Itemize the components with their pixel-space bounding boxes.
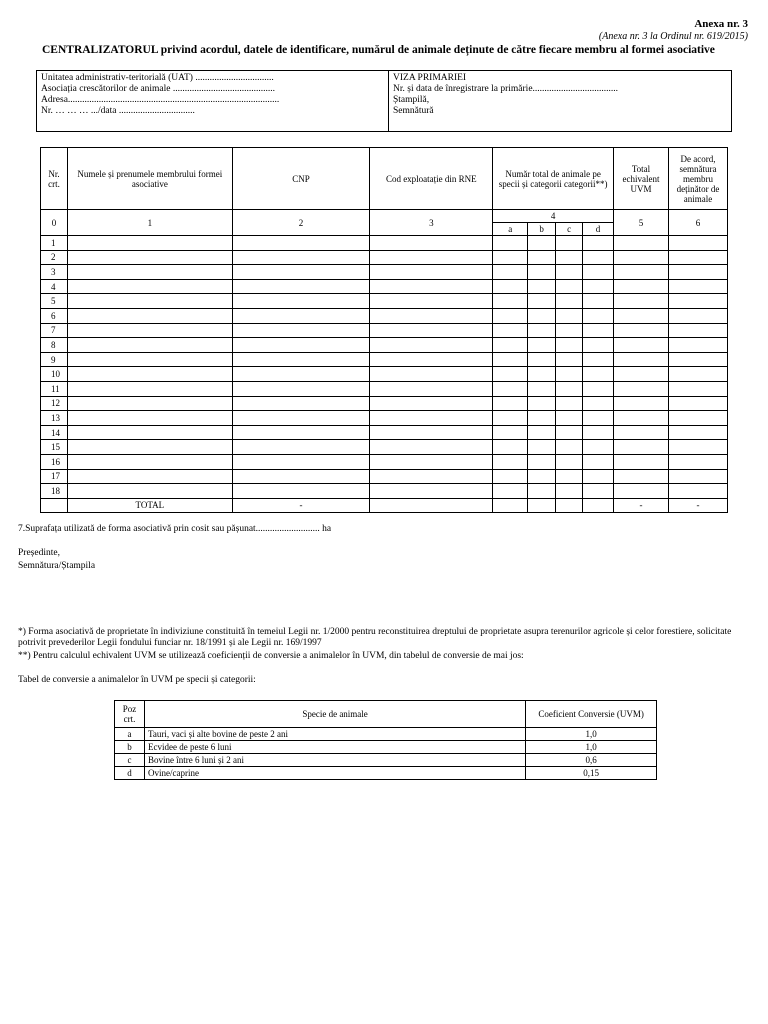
- table-cell: [67, 469, 232, 484]
- table-cell: [614, 265, 669, 280]
- table-cell: [614, 323, 669, 338]
- table-cell: [370, 484, 493, 499]
- table-cell: [370, 381, 493, 396]
- table-cell: [370, 440, 493, 455]
- conv-poz: b: [115, 741, 145, 754]
- table-cell: [556, 250, 583, 265]
- table-cell: [556, 323, 583, 338]
- row-number: 13: [41, 411, 68, 426]
- table-cell: [67, 484, 232, 499]
- table-cell: [614, 469, 669, 484]
- table-cell: [528, 469, 556, 484]
- table-cell: [528, 279, 556, 294]
- table-cell: [583, 411, 614, 426]
- table-row: [41, 440, 728, 455]
- table-cell: [614, 396, 669, 411]
- table-cell: [528, 440, 556, 455]
- table-row: [41, 484, 728, 499]
- row-number: 6: [41, 308, 68, 323]
- table-cell: [583, 425, 614, 440]
- subcol-b: b: [528, 223, 556, 236]
- index-cell: 4: [493, 210, 614, 223]
- table-cell: [370, 236, 493, 251]
- conv-coef: 1,0: [526, 728, 657, 741]
- table-cell: [370, 498, 493, 513]
- row-number: 14: [41, 425, 68, 440]
- semnatura-line: Semnătură: [393, 106, 434, 116]
- table-cell: [67, 265, 232, 280]
- table-cell: [493, 323, 528, 338]
- row-number: 17: [41, 469, 68, 484]
- table-cell: [67, 323, 232, 338]
- identification-left: [41, 73, 381, 117]
- table-cell: [528, 484, 556, 499]
- table-cell: [232, 308, 370, 323]
- table-cell: [232, 411, 370, 426]
- table-cell: [370, 265, 493, 280]
- presedinte-label: Președinte,: [18, 548, 60, 558]
- table-cell: [583, 440, 614, 455]
- table-cell: [614, 484, 669, 499]
- page-title: CENTRALIZATORUL privind acordul, datele de identificare, numărul de animale deținute de către fiecare membru al formei asociative: [42, 44, 715, 56]
- table-cell: [493, 454, 528, 469]
- header-acord: De acord, semnătura membru deținător de animale: [668, 148, 727, 210]
- table-cell: [614, 338, 669, 353]
- footnote-2: **) Pentru calculul echivalent UVM se utilizează coeficienții de conversie a animalelor în UVM, din tabelul de conversie de mai jos:: [18, 651, 524, 661]
- conversion-row: [115, 728, 657, 741]
- table-cell: [232, 236, 370, 251]
- row-number: 4: [41, 279, 68, 294]
- row-number: 11: [41, 381, 68, 396]
- table-cell: [556, 396, 583, 411]
- table-cell: [493, 265, 528, 280]
- table-cell: [528, 411, 556, 426]
- table-cell: [232, 294, 370, 309]
- table-row: [41, 425, 728, 440]
- identification-box: [36, 70, 732, 132]
- header-cod-exploatatie: Cod exploatație din RNE: [370, 148, 493, 210]
- table-cell: [493, 352, 528, 367]
- table-row: [41, 396, 728, 411]
- table-cell: [41, 498, 68, 513]
- table-cell: [556, 236, 583, 251]
- total-cell: -: [668, 498, 727, 513]
- table-cell: [668, 250, 727, 265]
- stampila-line: Ștampilă,: [393, 95, 430, 105]
- table-cell: [528, 498, 556, 513]
- table-cell: [668, 352, 727, 367]
- table-cell: [556, 381, 583, 396]
- table-cell: [556, 425, 583, 440]
- table-cell: [668, 381, 727, 396]
- table-row: [41, 236, 728, 251]
- table-cell: [493, 294, 528, 309]
- table-row: [41, 250, 728, 265]
- table-cell: [528, 236, 556, 251]
- table-cell: [232, 396, 370, 411]
- table-cell: [614, 440, 669, 455]
- header-nr-crt: Nr. crt.: [41, 148, 68, 210]
- table-cell: [493, 498, 528, 513]
- table-cell: [614, 454, 669, 469]
- table-cell: [583, 469, 614, 484]
- table-cell: [668, 440, 727, 455]
- table-cell: [232, 279, 370, 294]
- table-cell: [232, 425, 370, 440]
- table-cell: [668, 294, 727, 309]
- table-cell: [493, 367, 528, 382]
- table-cell: [556, 498, 583, 513]
- table-cell: [232, 367, 370, 382]
- table-cell: [668, 323, 727, 338]
- adresa-line: Adresa.........................................................................................: [41, 95, 280, 105]
- conv-specie: Tauri, vaci și alte bovine de peste 2 ani: [144, 728, 525, 741]
- table-cell: [370, 454, 493, 469]
- table-cell: [528, 323, 556, 338]
- table-cell: [528, 425, 556, 440]
- table-cell: [232, 440, 370, 455]
- table-row: [41, 381, 728, 396]
- index-cell: 3: [370, 210, 493, 236]
- table-row: [41, 338, 728, 353]
- viza-primariei: VIZA PRIMARIEI: [393, 73, 467, 83]
- table-cell: [370, 250, 493, 265]
- table-cell: [67, 279, 232, 294]
- table-cell: [493, 279, 528, 294]
- table-cell: [528, 250, 556, 265]
- conversion-row: [115, 767, 657, 780]
- index-cell: 6: [668, 210, 727, 236]
- table-row: [41, 279, 728, 294]
- table-cell: [583, 265, 614, 280]
- conv-specie: Bovine între 6 luni și 2 ani: [144, 754, 525, 767]
- conv-header-coef: Coeficient Conversie (UVM): [526, 701, 657, 728]
- table-cell: [67, 352, 232, 367]
- conv-header-poz: Poz crt.: [115, 701, 145, 728]
- uat-line: Unitatea administrativ-teritorială (UAT) .................................: [41, 73, 274, 83]
- table-cell: [668, 308, 727, 323]
- table-cell: [583, 323, 614, 338]
- conversion-row: [115, 741, 657, 754]
- table-cell: [583, 498, 614, 513]
- annex-number: Anexa nr. 3: [694, 18, 748, 30]
- table-cell: [493, 396, 528, 411]
- table-cell: [583, 250, 614, 265]
- table-cell: [528, 265, 556, 280]
- table-row: [41, 308, 728, 323]
- index-cell: 2: [232, 210, 370, 236]
- table-cell: [67, 381, 232, 396]
- conv-coef: 0,6: [526, 754, 657, 767]
- table-cell: [556, 265, 583, 280]
- table-row: [41, 367, 728, 382]
- table-cell: [668, 425, 727, 440]
- table-cell: [67, 425, 232, 440]
- index-cell: 1: [67, 210, 232, 236]
- table-cell: [556, 367, 583, 382]
- suprafata-line: 7.Suprafața utilizată de forma asociativă prin cosit sau pășunat........................... ha: [18, 524, 332, 534]
- row-number: 8: [41, 338, 68, 353]
- table-row: [41, 352, 728, 367]
- table-cell: [493, 250, 528, 265]
- table-cell: [668, 265, 727, 280]
- table-cell: [370, 469, 493, 484]
- table-row: [41, 294, 728, 309]
- row-number: 9: [41, 352, 68, 367]
- table-cell: [583, 236, 614, 251]
- table-cell: [668, 279, 727, 294]
- table-cell: [668, 396, 727, 411]
- table-cell: [493, 484, 528, 499]
- table-cell: [614, 250, 669, 265]
- table-cell: [232, 381, 370, 396]
- table-cell: [528, 352, 556, 367]
- table-cell: [614, 308, 669, 323]
- row-number: 3: [41, 265, 68, 280]
- table-cell: [493, 425, 528, 440]
- row-number: 16: [41, 454, 68, 469]
- table-cell: [493, 411, 528, 426]
- conv-header-specie: Specie de animale: [144, 701, 525, 728]
- table-cell: [67, 396, 232, 411]
- table-cell: [67, 294, 232, 309]
- header-total-uvm: Total echivalent UVM: [614, 148, 669, 210]
- annex-reference: (Anexa nr. 3 la Ordinul nr. 619/2015): [598, 31, 748, 42]
- table-cell: [67, 250, 232, 265]
- table-cell: [370, 338, 493, 353]
- table-cell: [370, 279, 493, 294]
- nr-inregistrare-line: Nr. și data de înregistrare la primărie....................................: [393, 84, 619, 94]
- table-cell: [614, 381, 669, 396]
- table-cell: [370, 308, 493, 323]
- conv-poz: c: [115, 754, 145, 767]
- table-cell: [583, 308, 614, 323]
- table-cell: [668, 367, 727, 382]
- table-cell: [370, 367, 493, 382]
- table-cell: [493, 338, 528, 353]
- table-cell: [556, 308, 583, 323]
- row-number: 18: [41, 484, 68, 499]
- table-cell: [67, 411, 232, 426]
- table-cell: [528, 294, 556, 309]
- semnatura-stampila-label: Semnătura/Ștampila: [18, 561, 96, 571]
- table-cell: [556, 279, 583, 294]
- table-cell: [556, 411, 583, 426]
- table-cell: [493, 381, 528, 396]
- table-cell: [614, 279, 669, 294]
- table-cell: [528, 381, 556, 396]
- table-row: [41, 323, 728, 338]
- table-cell: [528, 367, 556, 382]
- table-cell: [583, 338, 614, 353]
- conv-coef: 0,15: [526, 767, 657, 780]
- table-cell: [370, 396, 493, 411]
- row-number: 15: [41, 440, 68, 455]
- table-cell: [614, 425, 669, 440]
- table-cell: [232, 484, 370, 499]
- table-cell: [668, 338, 727, 353]
- members-table: [40, 147, 728, 513]
- identification-right: [393, 73, 723, 117]
- row-number: 7: [41, 323, 68, 338]
- asociatia-line: Asociația crescătorilor de animale ...........................................: [41, 84, 276, 94]
- row-number: 1: [41, 236, 68, 251]
- table-cell: [528, 338, 556, 353]
- table-cell: [67, 308, 232, 323]
- table-cell: [668, 411, 727, 426]
- conv-specie: Ecvidee de peste 6 luni: [144, 741, 525, 754]
- total-cell: -: [614, 498, 669, 513]
- table-cell: [67, 338, 232, 353]
- table-cell: [67, 367, 232, 382]
- table-cell: [370, 352, 493, 367]
- table-cell: [67, 236, 232, 251]
- table-cell: [232, 352, 370, 367]
- table-cell: [67, 440, 232, 455]
- conv-specie: Ovine/caprine: [144, 767, 525, 780]
- table-cell: [528, 308, 556, 323]
- row-number: 10: [41, 367, 68, 382]
- footnote-1: *) Forma asociativă de proprietate în indiviziune constituită în temeiul Legii nr. 1/2000 pentru reconstituirea dreptului de proprietate asupra terenurilor agricole și celor forestiere, solicitate potrivit prevederilor Legii fondului funciar nr. 18/1991 și ale Legii nr. 169/1997: [18, 627, 732, 648]
- conversion-row: [115, 754, 657, 767]
- table-cell: [583, 279, 614, 294]
- table-cell: [556, 338, 583, 353]
- table-cell: [556, 352, 583, 367]
- table-cell: [370, 425, 493, 440]
- table-cell: [668, 454, 727, 469]
- table-cell: [232, 338, 370, 353]
- table-row: [41, 469, 728, 484]
- table-cell: [528, 454, 556, 469]
- table-cell: [232, 250, 370, 265]
- table-cell: [614, 367, 669, 382]
- table-cell: [583, 396, 614, 411]
- table-cell: [583, 294, 614, 309]
- table-cell: [67, 454, 232, 469]
- table-cell: [528, 396, 556, 411]
- table-cell: [370, 323, 493, 338]
- table-cell: [614, 352, 669, 367]
- header-nume: Numele și prenumele membrului formei asociative: [67, 148, 232, 210]
- table-cell: [614, 294, 669, 309]
- table-cell: [668, 469, 727, 484]
- table-cell: [493, 308, 528, 323]
- table-row: [41, 411, 728, 426]
- index-cell: 0: [41, 210, 68, 236]
- table-cell: [583, 367, 614, 382]
- table-cell: [556, 454, 583, 469]
- table-cell: [232, 323, 370, 338]
- conv-coef: 1,0: [526, 741, 657, 754]
- table-cell: [583, 454, 614, 469]
- row-number: 12: [41, 396, 68, 411]
- total-cell: TOTAL: [67, 498, 232, 513]
- conversion-table: [114, 700, 657, 780]
- table-row: [41, 265, 728, 280]
- conversion-title: Tabel de conversie a animalelor în UVM pe specii și categorii:: [18, 675, 256, 685]
- table-cell: [370, 294, 493, 309]
- table-cell: [232, 469, 370, 484]
- table-cell: [668, 484, 727, 499]
- table-cell: [583, 352, 614, 367]
- table-cell: [493, 469, 528, 484]
- subcol-c: c: [556, 223, 583, 236]
- total-cell: -: [232, 498, 370, 513]
- table-cell: [583, 381, 614, 396]
- table-cell: [614, 236, 669, 251]
- nr-data-line: Nr. … … … .../data ................................: [41, 106, 195, 116]
- table-cell: [493, 236, 528, 251]
- table-cell: [614, 411, 669, 426]
- table-cell: [493, 440, 528, 455]
- box-divider: [388, 71, 389, 131]
- total-row: [41, 498, 728, 513]
- index-cell: 5: [614, 210, 669, 236]
- table-cell: [232, 454, 370, 469]
- row-number: 5: [41, 294, 68, 309]
- subcol-a: a: [493, 223, 528, 236]
- row-number: 2: [41, 250, 68, 265]
- table-cell: [583, 484, 614, 499]
- table-cell: [556, 484, 583, 499]
- table-cell: [556, 440, 583, 455]
- table-cell: [668, 236, 727, 251]
- header-cnp: CNP: [232, 148, 370, 210]
- conv-poz: d: [115, 767, 145, 780]
- header-numar-animale: Număr total de animale pe specii și categorii categorii**): [493, 148, 614, 210]
- table-cell: [556, 469, 583, 484]
- table-row: [41, 454, 728, 469]
- table-cell: [232, 265, 370, 280]
- table-cell: [556, 294, 583, 309]
- subcol-d: d: [583, 223, 614, 236]
- table-cell: [370, 411, 493, 426]
- conv-poz: a: [115, 728, 145, 741]
